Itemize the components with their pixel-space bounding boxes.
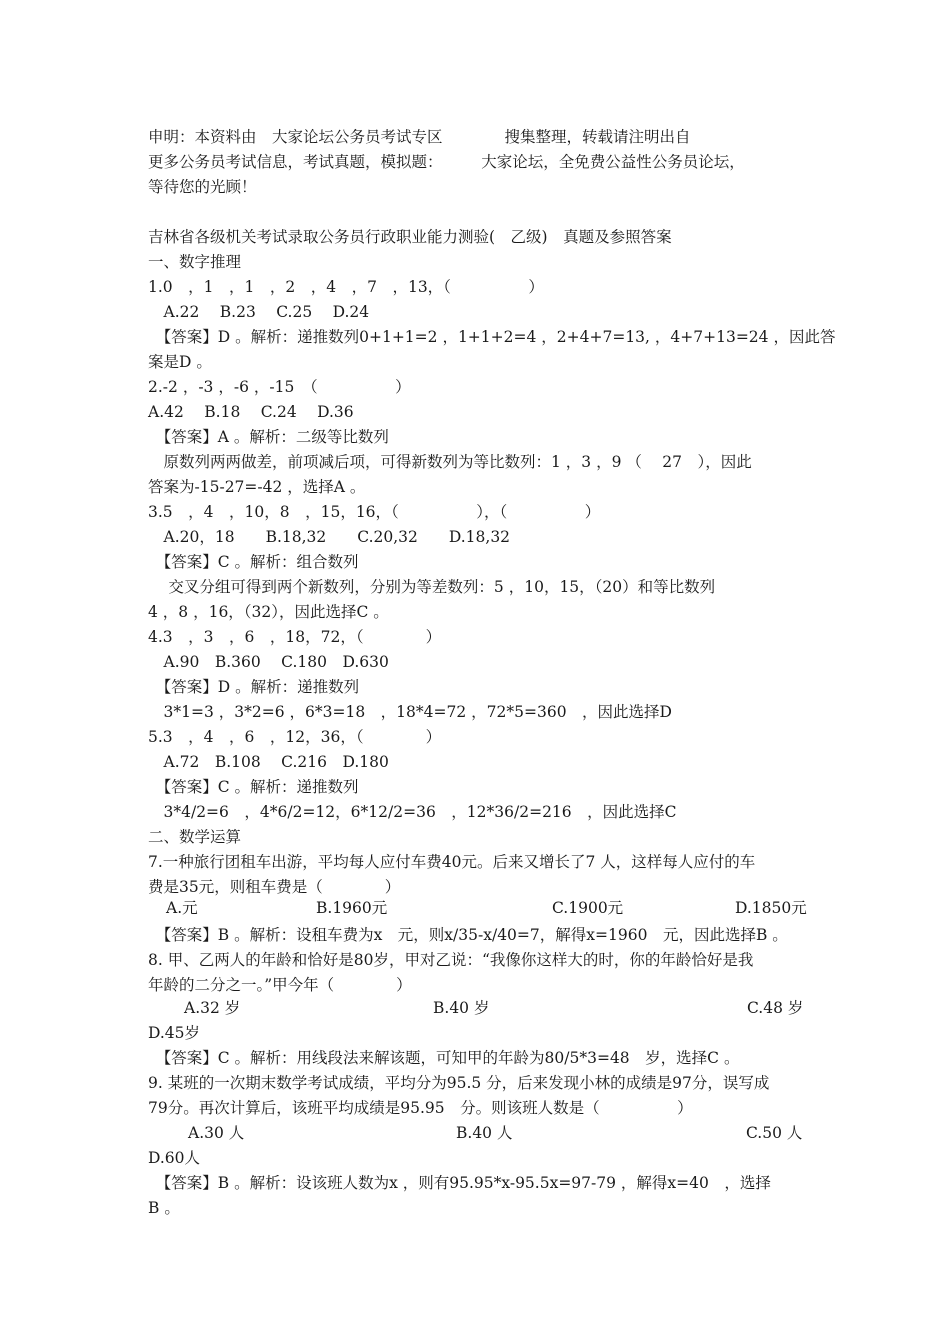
- text-line: 2.-2 ，-3 ，-6 ，-15 （ ）: [148, 378, 411, 396]
- text-line: A.20，18 B.18,32 C.20,32 D.18,32: [148, 528, 511, 546]
- text-line: 年龄的二分之一。”甲今年（ ）: [148, 976, 412, 994]
- text-line: 【答案】D 。解析：递推数列: [148, 678, 360, 696]
- text-line: 原数列两两做差，前项减后项，可得新数列为等比数列：1 ，3 ，9 （ 27 ），因此: [148, 453, 752, 471]
- text-line: 79分。再次计算后，该班平均成绩是95.95 分。则该班人数是（ ）: [148, 1099, 693, 1117]
- text-line: 【答案】B 。解析：设租车费为x 元，则x/35-x/40=7，解得x=1960 元，因此选择B 。: [148, 926, 788, 944]
- text-line: A.90 B.360 C.180 D.630: [148, 653, 389, 671]
- text-line: 4.3 ，3 ，6 ，18，72，（ ）: [148, 628, 442, 646]
- text-line: A.72 B.108 C.216 D.180: [148, 753, 389, 771]
- text-line: 【答案】C 。解析：递推数列: [148, 778, 359, 796]
- q8-option-a: A.32 岁: [184, 999, 241, 1017]
- text-line: 【答案】D 。解析：递推数列0+1+1=2 ，1+1+2=4 ，2+4+7=13, ，4+7+13=24 ，因此答: [148, 328, 836, 346]
- text-line: 申明：本资料由 大家论坛公务员考试专区 搜集整理，转载请注明出自: [148, 128, 691, 146]
- text-line: 【答案】B 。解析：设该班人数为x ，则有95.95*x-95.5x=97-79 ，解得x=40 ，选择: [148, 1174, 771, 1192]
- q8-option-c: C.48 岁: [747, 999, 804, 1017]
- q9-option-a: A.30 人: [188, 1124, 245, 1142]
- q9-option-b: B.40 人: [456, 1124, 513, 1142]
- q7-option-b: B.1960元: [316, 899, 388, 917]
- text-line: 一、数字推理: [148, 253, 242, 271]
- text-line: A.42 B.18 C.24 D.36: [148, 403, 354, 421]
- text-line: 答案为-15-27=-42 ，选择A 。: [148, 478, 366, 496]
- text-line: D.45岁: [148, 1024, 201, 1042]
- text-line: 3*1=3 ，3*2=6 ，6*3=18 ，18*4=72 ，72*5=360 ，因此选择D: [148, 703, 672, 721]
- text-line: 更多公务员考试信息，考试真题，模拟题： 大家论坛，全免费公益性公务员论坛，: [148, 153, 745, 171]
- text-line: 7.一种旅行团租车出游，平均每人应付车费40元。后来又增长了7 人，这样每人应付的车: [148, 853, 756, 871]
- text-line: 交叉分组可得到两个新数列，分别为等差数列：5 ，10，15，（20）和等比数列: [148, 578, 716, 596]
- q8-option-b: B.40 岁: [433, 999, 490, 1017]
- q7-option-c: C.1900元: [552, 899, 624, 917]
- text-line: 9. 某班的一次期末数学考试成绩，平均分为95.5 分，后来发现小林的成绩是97分，误写成: [148, 1074, 770, 1092]
- text-line: A.22 B.23 C.25 D.24: [148, 303, 370, 321]
- text-line: 【答案】C 。解析：组合数列: [148, 553, 359, 571]
- text-line: B 。: [148, 1199, 180, 1217]
- text-line: 1.0 ，1 ，1 ，2 ，4 ，7 ，13，（ ）: [148, 278, 544, 296]
- q7-option-d: D.1850元: [735, 899, 807, 917]
- text-line: 【答案】A 。解析：二级等比数列: [148, 428, 389, 446]
- text-line: D.60人: [148, 1149, 201, 1167]
- text-line: 二、数学运算: [148, 828, 242, 846]
- text-line: 等待您的光顾！: [148, 178, 257, 196]
- q7-option-a: A.元: [166, 899, 198, 917]
- text-line: 5.3 ，4 ，6 ，12，36，（ ）: [148, 728, 442, 746]
- text-line: 吉林省各级机关考试录取公务员行政职业能力测验( 乙级) 真题及参照答案: [148, 228, 672, 246]
- text-line: 4 ，8 ，16，（32），因此选择C 。: [148, 603, 389, 621]
- text-line: 3*4/2=6 ，4*6/2=12，6*12/2=36 ，12*36/2=216 ，因此选择C: [148, 803, 677, 821]
- text-line: 【答案】C 。解析：用线段法来解该题，可知甲的年龄为80/5*3=48 岁，选择C 。: [148, 1049, 740, 1067]
- text-line: 3.5 ，4 ，10，8 ，15，16，（ ），（ ）: [148, 503, 601, 521]
- text-line: 8. 甲、乙两人的年龄和恰好是80岁，甲对乙说：“我像你这样大的时，你的年龄恰好是我: [148, 951, 754, 969]
- q9-option-c: C.50 人: [746, 1124, 803, 1142]
- text-line: 费是35元，则租车费是（ ）: [148, 878, 401, 896]
- text-line: 案是D 。: [148, 353, 212, 371]
